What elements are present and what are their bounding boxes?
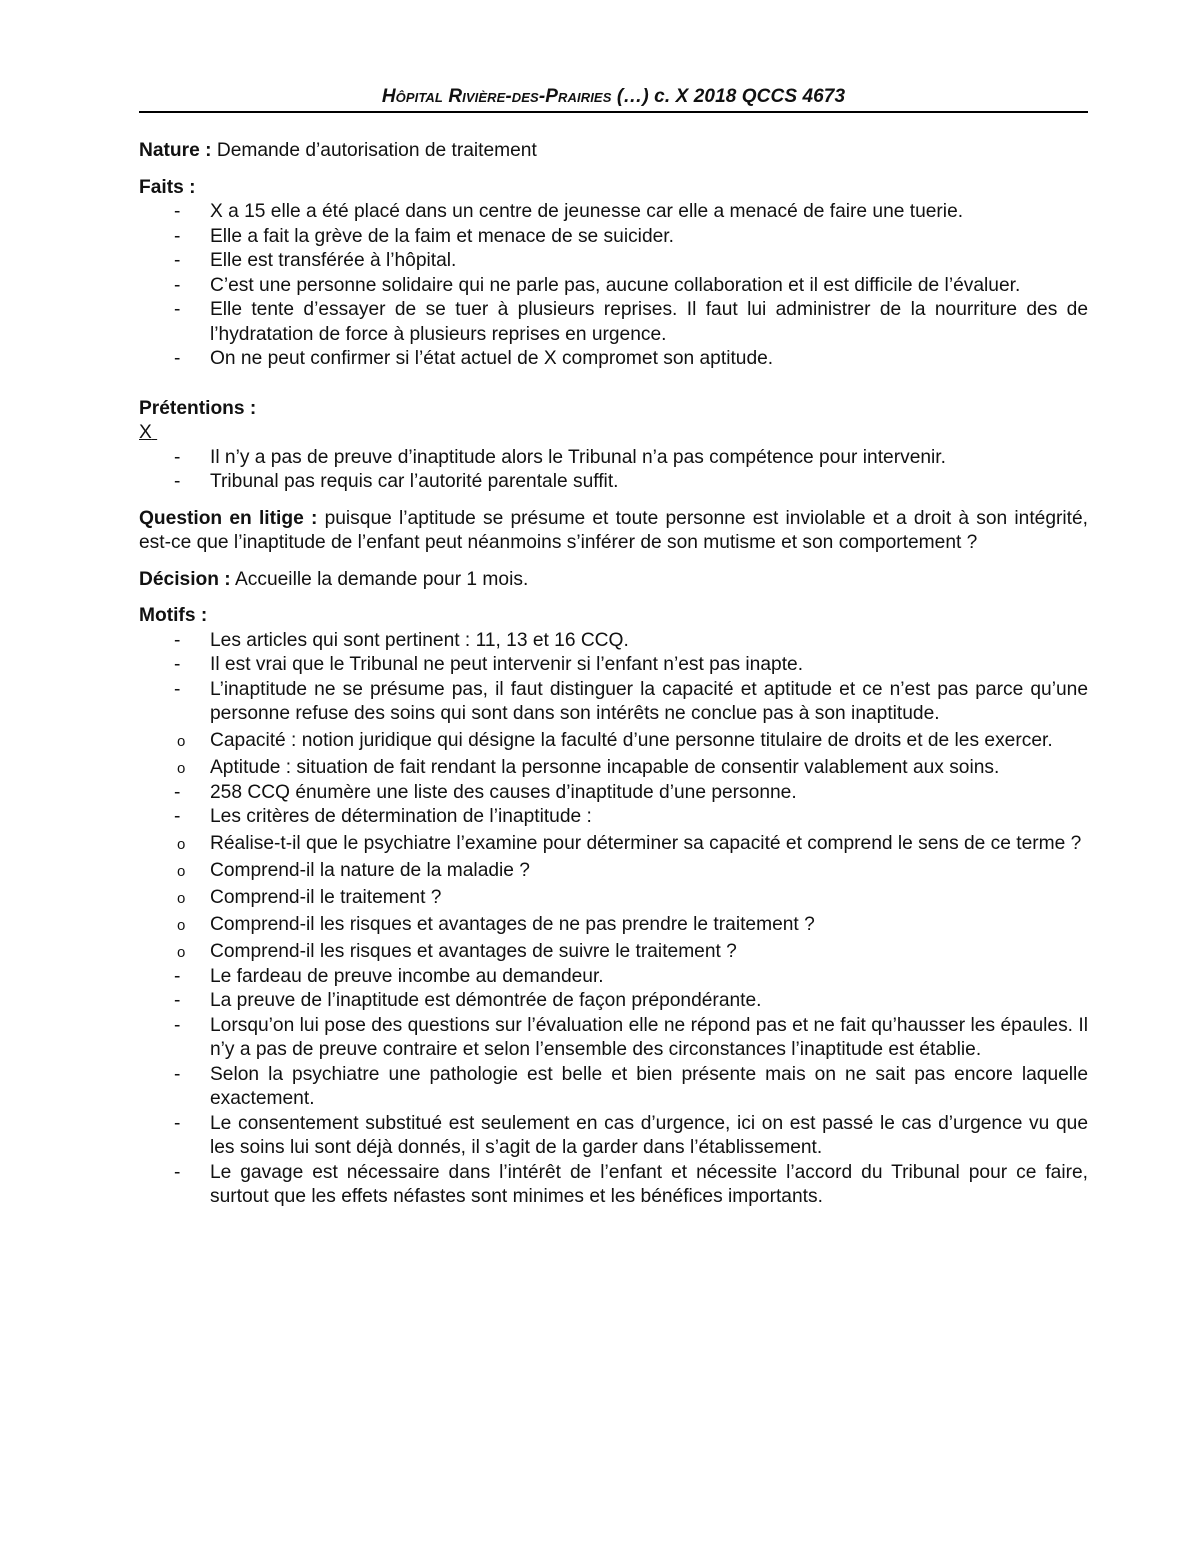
question-text: puisque l’aptitude se présume et toute personne est inviolable et a droit à son intégrité, est-ce que l’inaptitude de l’enfant peut néanmoins s’inférer de son mutisme et son comportement ? bbox=[139, 507, 1088, 553]
list-item: - L’inaptitude ne se présume pas, il faut distinguer la capacité et aptitude et ce n’est pas parce qu’une personne refuse des soins qui sont dans son intérêts ne conclue pas à son inaptitude. bbox=[139, 678, 1088, 727]
motifs-label: Motifs : bbox=[139, 605, 208, 626]
motifs-definitions-list bbox=[139, 727, 1088, 781]
list-item: o Réalise-t-il que le psychiatre l’examine pour déterminer sa capacité et comprend le sens de ce terme ? bbox=[139, 830, 1088, 857]
case-title-party: Hôpital Rivière-des-Prairies bbox=[381, 86, 612, 107]
list-item: - La preuve de l’inaptitude est démontrée de façon prépondérante. bbox=[139, 989, 1088, 1014]
question-label: Question en litige : bbox=[139, 507, 318, 529]
list-item: - 258 CCQ énumère une liste des causes d’inaptitude d’une personne. bbox=[139, 781, 1088, 806]
pretentions-party: X bbox=[139, 422, 152, 443]
faits-heading bbox=[139, 176, 1088, 201]
list-item: - Les critères de détermination de l’inaptitude : bbox=[139, 805, 1088, 830]
pretentions-list bbox=[139, 446, 1088, 495]
nature-section bbox=[139, 139, 1088, 164]
motifs-list bbox=[139, 629, 1088, 727]
decision-text: Accueille la demande pour 1 mois. bbox=[230, 568, 529, 590]
list-item: - On ne peut confirmer si l’état actuel de X compromet son aptitude. bbox=[139, 347, 1088, 372]
list-item: o Comprend-il la nature de la maladie ? bbox=[139, 857, 1088, 884]
motifs-heading bbox=[139, 604, 1088, 629]
list-item: - Le consentement substitué est seulement en cas d’urgence, ici on est passé le cas d’urgence vu que les soins lui sont déjà donnés, il s’agit de la garder dans l’établissement. bbox=[139, 1112, 1088, 1161]
motifs-list-continued bbox=[139, 781, 1088, 830]
list-item: - Le fardeau de preuve incombe au demandeur. bbox=[139, 965, 1088, 990]
pretentions-label: Prétentions : bbox=[139, 397, 257, 419]
list-item: - Elle tente d’essayer de se tuer à plusieurs reprises. Il faut lui administrer de la nourriture des de l’hydratation de force à plusieurs reprises en urgence. bbox=[139, 298, 1088, 347]
pretentions-party-line bbox=[139, 421, 1088, 446]
list-item: - Les articles qui sont pertinent : 11, 13 et 16 CCQ. bbox=[139, 629, 1088, 654]
criteria-list bbox=[139, 830, 1088, 965]
list-item: - Elle a fait la grève de la faim et menace de se suicider. bbox=[139, 225, 1088, 250]
list-item: o Aptitude : situation de fait rendant la personne incapable de consentir valablement aux soins. bbox=[139, 754, 1088, 781]
motifs-list-final bbox=[139, 965, 1088, 1210]
pretentions-heading bbox=[139, 397, 1088, 422]
list-item: - Selon la psychiatre une pathologie est belle et bien présente mais on ne sait pas encore laquelle exactement. bbox=[139, 1063, 1088, 1112]
faits-label: Faits : bbox=[139, 176, 196, 198]
decision-label: Décision : bbox=[139, 568, 231, 590]
case-title bbox=[139, 84, 1088, 113]
faits-list bbox=[139, 200, 1088, 372]
list-item: o Comprend-il le traitement ? bbox=[139, 884, 1088, 911]
case-title-citation: (…) c. X 2018 QCCS 4673 bbox=[611, 86, 846, 107]
list-item: - Le gavage est nécessaire dans l’intérêt de l’enfant et nécessite l’accord du Tribunal pour ce faire, surtout que les effets néfastes sont minimes et les bénéfices importants. bbox=[139, 1161, 1088, 1210]
list-item: - Tribunal pas requis car l’autorité parentale suffit. bbox=[139, 470, 1088, 495]
list-item: o Comprend-il les risques et avantages de suivre le traitement ? bbox=[139, 938, 1088, 965]
decision-section bbox=[139, 568, 1088, 593]
list-item: - Il n’y a pas de preuve d’inaptitude alors le Tribunal n’a pas compétence pour intervenir. bbox=[139, 446, 1088, 471]
list-item: - Lorsqu’on lui pose des questions sur l’évaluation elle ne répond pas et ne fait qu’hausser les épaules. Il n’y a pas de preuve contraire et selon l’ensemble des circonstances l’inaptitude est établie. bbox=[139, 1014, 1088, 1063]
list-item: - Il est vrai que le Tribunal ne peut intervenir si l’enfant n’est pas inapte. bbox=[139, 653, 1088, 678]
list-item: o Comprend-il les risques et avantages de ne pas prendre le traitement ? bbox=[139, 911, 1088, 938]
list-item: o Capacité : notion juridique qui désigne la faculté d’une personne titulaire de droits et de les exercer. bbox=[139, 727, 1088, 754]
question-section bbox=[139, 507, 1088, 556]
list-item: - C’est une personne solidaire qui ne parle pas, aucune collaboration et il est difficile de l’évaluer. bbox=[139, 274, 1088, 299]
nature-text: Demande d’autorisation de traitement bbox=[211, 140, 537, 161]
nature-label: Nature : bbox=[139, 140, 212, 161]
list-item: - X a 15 elle a été placé dans un centre de jeunesse car elle a menacé de faire une tuerie. bbox=[139, 200, 1088, 225]
document-body bbox=[139, 84, 1088, 1210]
list-item: - Elle est transférée à l’hôpital. bbox=[139, 249, 1088, 274]
